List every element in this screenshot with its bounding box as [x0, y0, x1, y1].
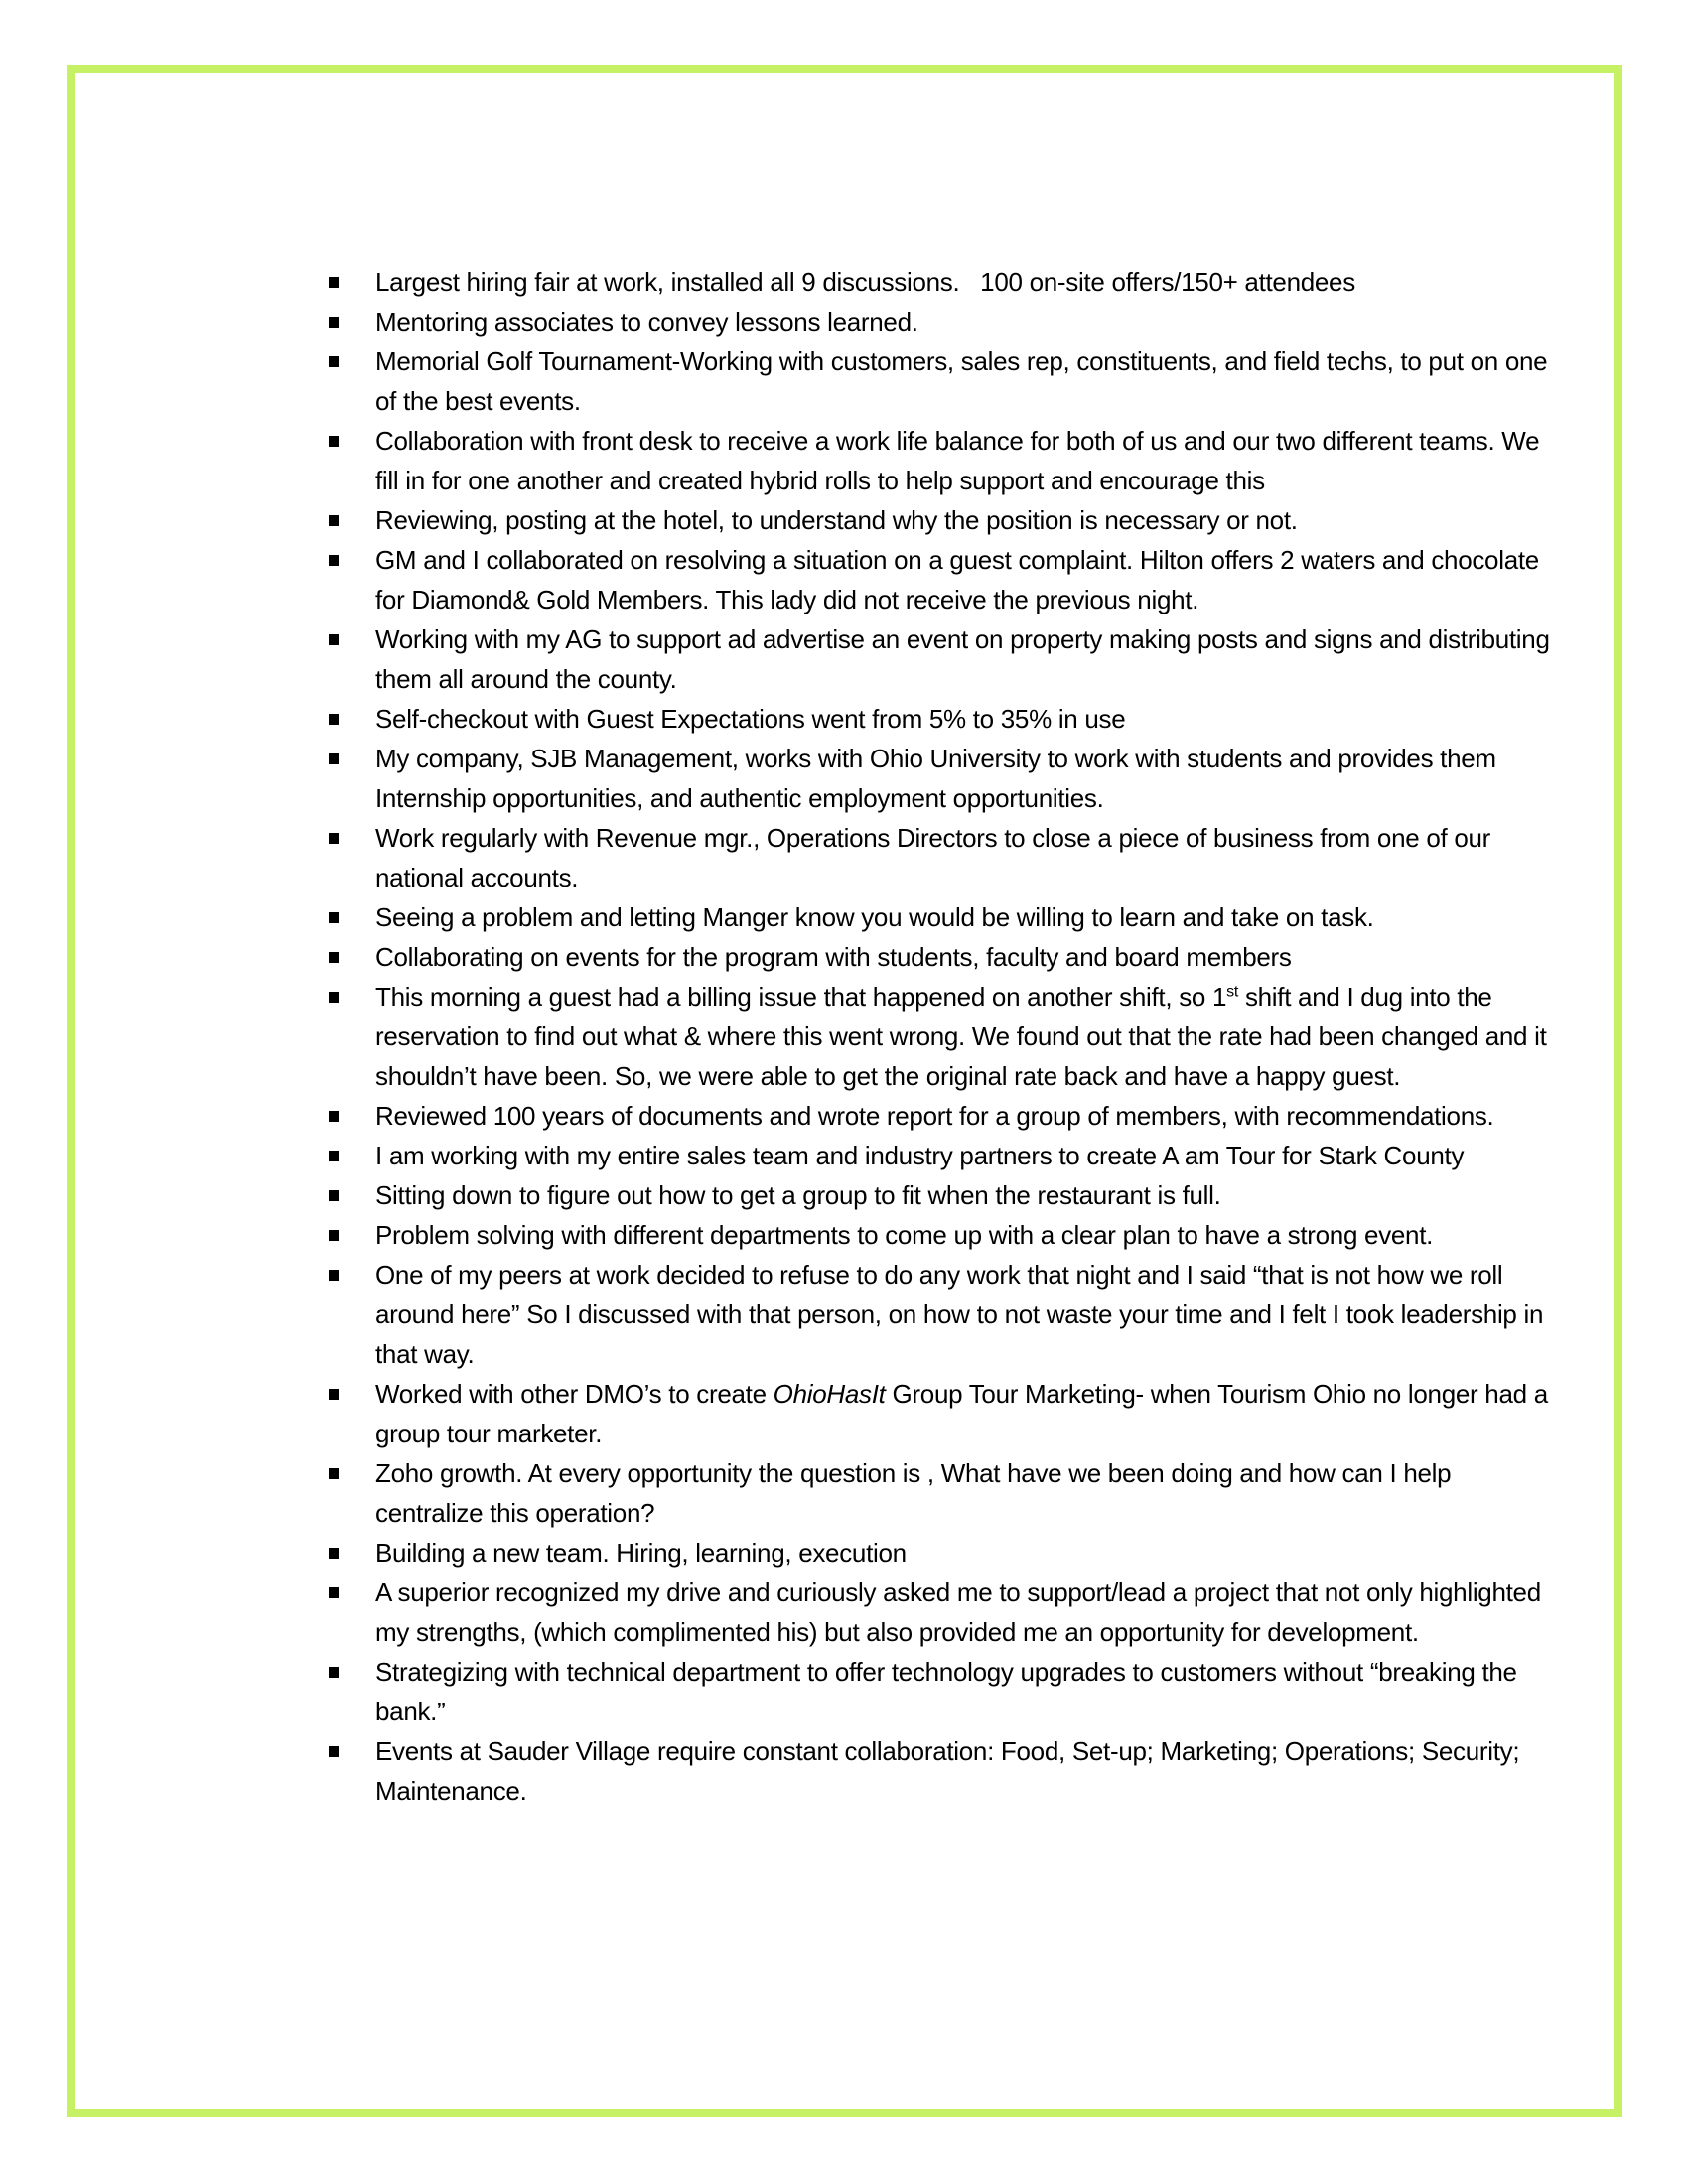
text-segment: Mentoring associates to convey lessons learned. — [375, 307, 918, 337]
square-bullet-icon — [329, 1468, 339, 1479]
text-segment: Memorial Golf Tournament-Working with customers, sales rep, constituents, and field techs, to put on one of the best events. — [375, 346, 1555, 416]
square-bullet-icon — [329, 1111, 339, 1122]
list-item-text — [375, 505, 1298, 535]
square-bullet-icon — [329, 1746, 339, 1757]
list-item-text — [375, 1260, 1550, 1369]
list-item-text — [375, 1379, 1555, 1448]
square-bullet-icon — [329, 753, 339, 764]
text-segment: Working with my AG to support ad advertise an event on property making posts and signs and distributing them all around the county. — [375, 624, 1557, 694]
page-border-frame — [67, 65, 1622, 2117]
square-bullet-icon — [329, 952, 339, 963]
list-item — [327, 1652, 1562, 1731]
list-item — [327, 1215, 1562, 1255]
text-segment: Zoho growth. At every opportunity the question is , What have we been doing and how can I help centralize this operation? — [375, 1458, 1459, 1528]
text-segment: Collaborating on events for the program with students, faculty and board members — [375, 942, 1292, 972]
list-item — [327, 1572, 1562, 1652]
list-item-text — [375, 545, 1546, 614]
text-segment: My company, SJB Management, works with Ohio University to work with students and provides them Internship opportunities, and authentic employment opportunities. — [375, 744, 1503, 813]
text-segment: Work regularly with Revenue mgr., Operations Directors to close a piece of business from one of our national accounts. — [375, 823, 1497, 892]
text-segment: Sitting down to figure out how to get a group to fit when the restaurant is full. — [375, 1180, 1221, 1210]
list-item-text — [375, 1736, 1526, 1806]
text-segment: st — [1226, 983, 1239, 1001]
text-segment: Self-checkout with Guest Expectations went from 5% to 35% in use — [375, 704, 1126, 734]
list-item-text — [375, 1141, 1464, 1170]
list-item — [327, 341, 1562, 421]
text-segment: Strategizing with technical department to offer technology upgrades to customers without “breaking the bank.” — [375, 1657, 1524, 1726]
list-item — [327, 739, 1562, 818]
square-bullet-icon — [329, 436, 339, 447]
list-item — [327, 1453, 1562, 1533]
list-item-text — [375, 982, 1553, 1091]
list-item — [327, 421, 1562, 500]
list-item-text — [375, 346, 1554, 416]
list-item — [327, 500, 1562, 540]
text-segment: Largest hiring fair at work, installed all 9 discussions. 100 on-site offers/150+ attendees — [375, 267, 1355, 297]
text-segment: Building a new team. Hiring, learning, execution — [375, 1538, 907, 1568]
text-segment: Reviewed 100 years of documents and wrote report for a group of members, with recommendations. — [375, 1101, 1494, 1131]
list-item — [327, 1096, 1562, 1136]
square-bullet-icon — [329, 317, 339, 328]
text-segment: This morning a guest had a billing issue that happened on another shift, so 1 — [375, 982, 1227, 1012]
list-item — [327, 937, 1562, 977]
square-bullet-icon — [329, 277, 339, 288]
square-bullet-icon — [329, 1548, 339, 1559]
list-item-text — [375, 1657, 1524, 1726]
text-segment: Worked with other DMO’s to create — [375, 1379, 774, 1409]
text-segment: OhioHasIt — [773, 1379, 886, 1409]
text-segment: Group Tour Marketing- when Tourism Ohio no longer had a group tour marketer. — [375, 1379, 1555, 1448]
list-item — [327, 262, 1562, 302]
list-item — [327, 1731, 1562, 1811]
text-segment: One of my peers at work decided to refuse to do any work that night and I said “that is not how we roll around here” So I discussed with that person, on how to not waste your time and I felt I took leadership in that way. — [375, 1260, 1551, 1369]
list-item-text — [375, 1220, 1433, 1250]
list-item-text — [375, 942, 1292, 972]
list-item-text — [375, 307, 918, 337]
list-item-text — [375, 267, 1355, 297]
list-item-text — [375, 1180, 1221, 1210]
list-item — [327, 1136, 1562, 1175]
list-item-text — [375, 704, 1125, 734]
square-bullet-icon — [329, 1230, 339, 1241]
list-item — [327, 619, 1562, 699]
square-bullet-icon — [329, 1587, 339, 1598]
list-item — [327, 1175, 1562, 1215]
square-bullet-icon — [329, 1667, 339, 1678]
list-item — [327, 540, 1562, 619]
text-segment: A superior recognized my drive and curiously asked me to support/lead a project that not only highlighted my strengths, (which complimented his) but also provided me an opportunity for development. — [375, 1577, 1548, 1647]
square-bullet-icon — [329, 1151, 339, 1161]
text-segment: Problem solving with different departments to come up with a clear plan to have a strong event. — [375, 1220, 1434, 1250]
square-bullet-icon — [329, 714, 339, 725]
list-item — [327, 977, 1562, 1096]
square-bullet-icon — [329, 1389, 339, 1400]
list-item-text — [375, 1538, 907, 1568]
text-segment: Collaboration with front desk to receive a work life balance for both of us and our two different teams. We fill in for one another and created hybrid rolls to help support and encourage this — [375, 426, 1547, 495]
list-item — [327, 1255, 1562, 1374]
list-item — [327, 1374, 1562, 1453]
square-bullet-icon — [329, 515, 339, 526]
list-item — [327, 699, 1562, 739]
list-item-text — [375, 426, 1546, 495]
square-bullet-icon — [329, 1270, 339, 1281]
list-item — [327, 302, 1562, 341]
list-item-text — [375, 624, 1557, 694]
square-bullet-icon — [329, 1190, 339, 1201]
text-segment: shift and I dug into the reservation to find out what & where this went wrong. We found out that the rate had been changed and it shouldn’t have been. So, we were able to get the original rate back and have a happy guest. — [375, 982, 1554, 1091]
square-bullet-icon — [329, 634, 339, 645]
text-segment: Seeing a problem and letting Manger know you would be willing to learn and take on task. — [375, 902, 1374, 932]
list-item — [327, 897, 1562, 937]
list-item — [327, 818, 1562, 897]
text-segment: GM and I collaborated on resolving a situation on a guest complaint. Hilton offers 2 waters and chocolate for Diamond& Gold Members. This lady did not receive the previous night. — [375, 545, 1546, 614]
list-item-text — [375, 744, 1503, 813]
square-bullet-icon — [329, 555, 339, 566]
list-item-text — [375, 1458, 1458, 1528]
square-bullet-icon — [329, 992, 339, 1003]
bullet-list — [327, 262, 1562, 1811]
list-item-text — [375, 902, 1374, 932]
text-segment: Reviewing, posting at the hotel, to understand why the position is necessary or not. — [375, 505, 1298, 535]
square-bullet-icon — [329, 833, 339, 844]
list-item-text — [375, 1101, 1493, 1131]
list-item-text — [375, 1577, 1548, 1647]
square-bullet-icon — [329, 912, 339, 923]
list-item — [327, 1533, 1562, 1572]
text-segment: I am working with my entire sales team and industry partners to create A am Tour for Stark County — [375, 1141, 1465, 1170]
square-bullet-icon — [329, 356, 339, 367]
list-item-text — [375, 823, 1497, 892]
text-segment: Events at Sauder Village require constant collaboration: Food, Set-up; Marketing; Operations; Security; Maintenance. — [375, 1736, 1527, 1806]
